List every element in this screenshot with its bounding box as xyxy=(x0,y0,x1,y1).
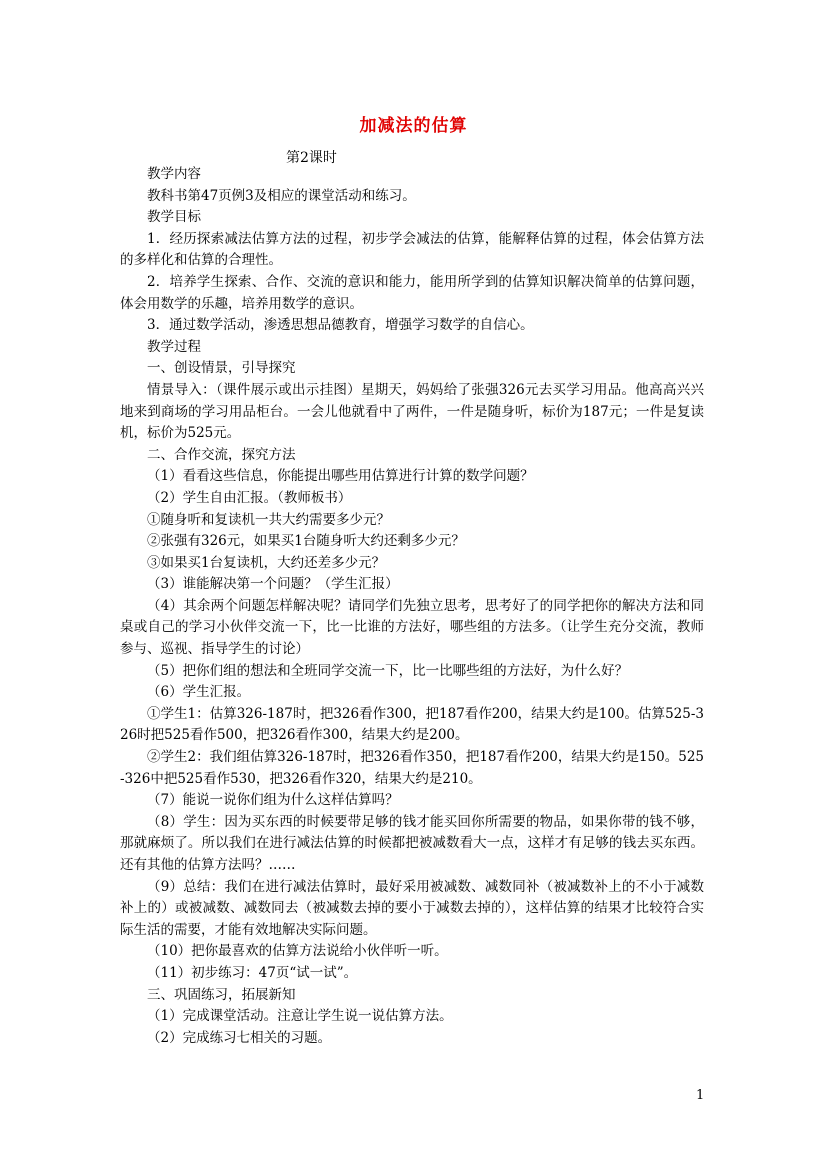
paragraph: （4）其余两个问题怎样解决呢？请同学们先独立思考，思考好了的同学把你的解决方法和同桌或自己的学习小伙伴交流一下，比一比谁的方法好，哪些组的方法多。（让学生充分交流，教师参与、巡视、指导学生的讨论） xyxy=(120,597,704,658)
paragraph: （6）学生汇报。 xyxy=(147,684,251,701)
paragraph: （8）学生：因为买东西的时候要带足够的钱才能买回你所需要的物品，如果你带的钱不够，那就麻烦了。所以我们在进行减法估算的时候都把被减数看大一点，这样才有足够的钱去买东西。还有其他的估算方法吗？…… xyxy=(120,813,704,873)
lesson-subtitle: 第2课时 xyxy=(286,150,337,166)
paragraph: （5）把你们组的想法和全班同学交流一下，比一比哪些组的方法好，为什么好？ xyxy=(147,662,629,679)
page-number: 1 xyxy=(696,1088,705,1103)
document-title: 加减法的估算 xyxy=(359,116,468,136)
paragraph: （3）谁能解决第一个问题？（学生汇报） xyxy=(147,576,399,593)
paragraph: ②张强有326元，如果买1台随身听大约还剩多少元？ xyxy=(147,533,465,550)
paragraph: 教科书第47页例3及相应的课堂活动和练习。 xyxy=(147,187,416,204)
paragraph: 2．培养学生探索、合作、交流的意识和能力，能用所学到的估算知识解决简单的估算问题，体会用数学的乐趣，培养用数学的意识。 xyxy=(120,273,704,312)
paragraph: （2）学生自由汇报。（教师板书） xyxy=(147,489,352,506)
paragraph: 1．经历探索减法估算方法的过程，初步学会减法的估算，能解释估算的过程，体会估算方法的多样化和估算的合理性。 xyxy=(120,230,704,269)
document-body xyxy=(120,164,704,1049)
paragraph: 情景导入：（课件展示或出示挂图）星期天，妈妈给了张强326元去买学习用品。他高高兴兴地来到商场的学习用品柜台。一会儿他就看中了两件，一件是随身听，标价为187元；一件是复读机，标价为525元。 xyxy=(120,381,704,442)
paragraph: 教学过程 xyxy=(147,338,201,355)
paragraph: （11）初步练习：47页“试一试”。 xyxy=(147,964,358,981)
paragraph: （1）完成课堂活动。注意让学生说一说估算方法。 xyxy=(147,1008,453,1025)
paragraph: （2）完成练习七相关的习题。 xyxy=(147,1029,332,1046)
paragraph: 教学目标 xyxy=(147,209,201,226)
paragraph: （9）总结：我们在进行减法估算时，最好采用被减数、减数同补（被减数补上的不小于减数补上的）或被减数、减数同去（被减数去掉的要小于减数去掉的），这样估算的结果才比较符合实际生活的需要，才能有效地解决实际问题。 xyxy=(120,878,704,938)
paragraph: 三、巩固练习，拓展新知 xyxy=(147,986,296,1003)
paragraph: 二、合作交流，探究方法 xyxy=(147,446,296,463)
paragraph: 一、创设情景，引导探究 xyxy=(147,360,296,377)
paragraph: ①随身听和复读机一共大约需要多少元？ xyxy=(147,511,390,528)
paragraph: （1）看看这些信息，你能提出哪些用估算进行计算的数学问题？ xyxy=(147,468,534,485)
paragraph: ②学生2：我们组估算326-187时，把326看作350，把187看作200，结果大约是150。525-326中把525看作530，把326看作320，结果大约是210。 xyxy=(120,749,704,787)
paragraph: （7）能说一说你们组为什么这样估算吗？ xyxy=(147,792,399,809)
paragraph: ③如果买1台复读机，大约还差多少元？ xyxy=(147,554,386,571)
paragraph: （10）把你最喜欢的估算方法说给小伙伴听一听。 xyxy=(147,943,448,960)
paragraph: 教学内容 xyxy=(147,166,201,182)
paragraph: ①学生1：估算326-187时，把326看作300，把187看作200，结果大约是100。估算525-326时把525看作500，把326看作300，结果大约是200。 xyxy=(120,705,704,744)
paragraph: 3．通过数学活动，渗透思想品德教育，增强学习数学的自信心。 xyxy=(147,317,534,334)
